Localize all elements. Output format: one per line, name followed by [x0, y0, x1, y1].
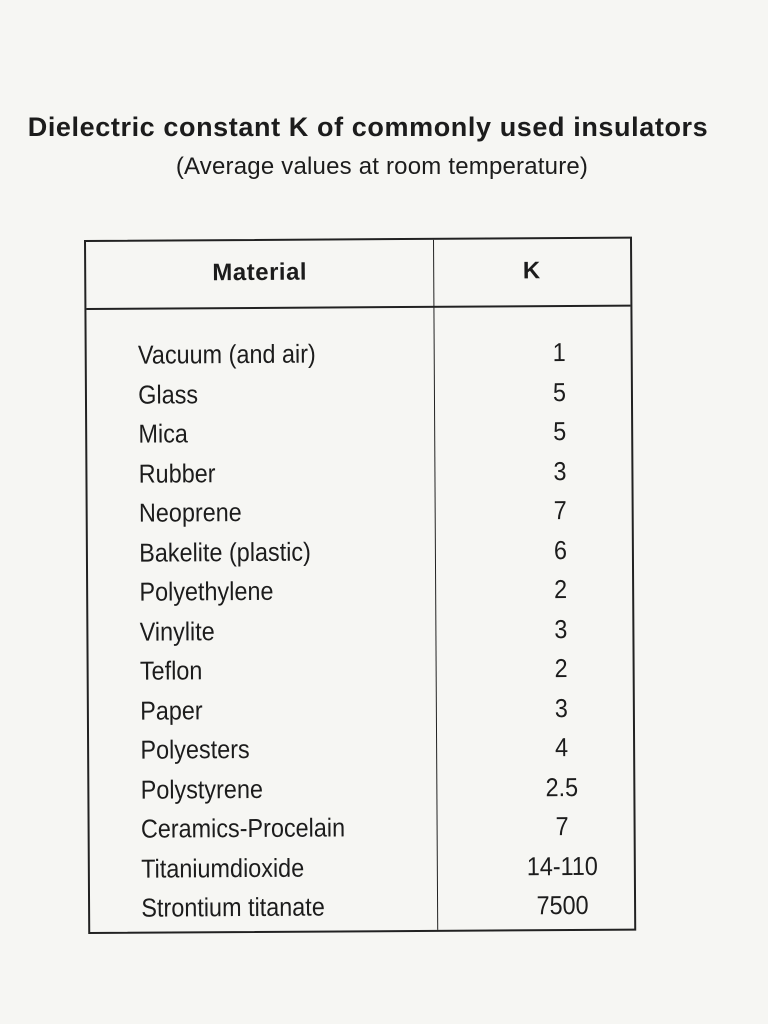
table-row — [89, 767, 579, 809]
material-cell: Rubber — [138, 457, 216, 489]
k-value-cell: 2.5 — [545, 771, 579, 802]
k-value-cell: 14-110 — [526, 850, 598, 881]
material-cell: Teflon — [139, 655, 203, 686]
k-value-cell: 7 — [555, 811, 569, 842]
k-value-cell: 2 — [554, 653, 568, 684]
material-cell: Strontium titanate — [141, 891, 325, 923]
table-body — [87, 333, 635, 929]
k-value-cell: 5 — [553, 416, 567, 447]
k-value-cell: 5 — [552, 376, 567, 407]
header-material: Material — [212, 258, 308, 287]
material-cell: Bakelite (plastic) — [139, 536, 311, 568]
table-row — [90, 886, 589, 928]
material-cell: Polystyrene — [140, 773, 264, 805]
k-value-cell: 3 — [554, 692, 568, 723]
table-row — [89, 807, 579, 849]
table-row — [89, 649, 579, 691]
dielectric-table — [84, 237, 636, 934]
table-row — [88, 570, 578, 612]
table-row — [87, 451, 577, 493]
table-row — [88, 530, 578, 572]
table-row — [89, 688, 579, 730]
table-row — [88, 491, 578, 533]
table-row — [87, 412, 577, 454]
page-title: Dielectric constant K of commonly used insulators — [27, 112, 709, 142]
k-value-cell: 3 — [554, 613, 568, 644]
k-value-cell: 3 — [553, 455, 567, 486]
k-value-cell: 4 — [555, 732, 569, 763]
material-cell: Polyesters — [140, 733, 250, 765]
k-value-cell: 6 — [553, 534, 568, 565]
k-value-cell: 7500 — [536, 889, 589, 921]
k-value-cell: 2 — [554, 574, 568, 605]
k-value-cell: 7 — [553, 495, 567, 526]
table-header — [86, 239, 630, 310]
material-cell: Mica — [138, 418, 188, 449]
material-cell: Glass — [138, 378, 199, 410]
k-value-cell: 1 — [552, 337, 566, 368]
header-k: K — [522, 257, 541, 285]
table-row — [88, 609, 578, 651]
table-row — [87, 372, 577, 414]
material-cell: Paper — [140, 694, 203, 726]
table-row — [87, 333, 577, 375]
material-cell: Ceramics-Procelain — [140, 812, 346, 844]
table-row — [89, 728, 579, 770]
material-cell: Titaniumdioxide — [141, 852, 305, 884]
material-cell: Vacuum (and air) — [137, 338, 316, 370]
material-cell: Polyethylene — [139, 575, 274, 607]
title-block — [0, 112, 768, 181]
material-cell: Neoprene — [138, 497, 242, 528]
table-row — [90, 846, 598, 888]
material-cell: Vinylite — [139, 615, 215, 647]
page-subtitle: (Average values at room temperature) — [175, 153, 589, 180]
